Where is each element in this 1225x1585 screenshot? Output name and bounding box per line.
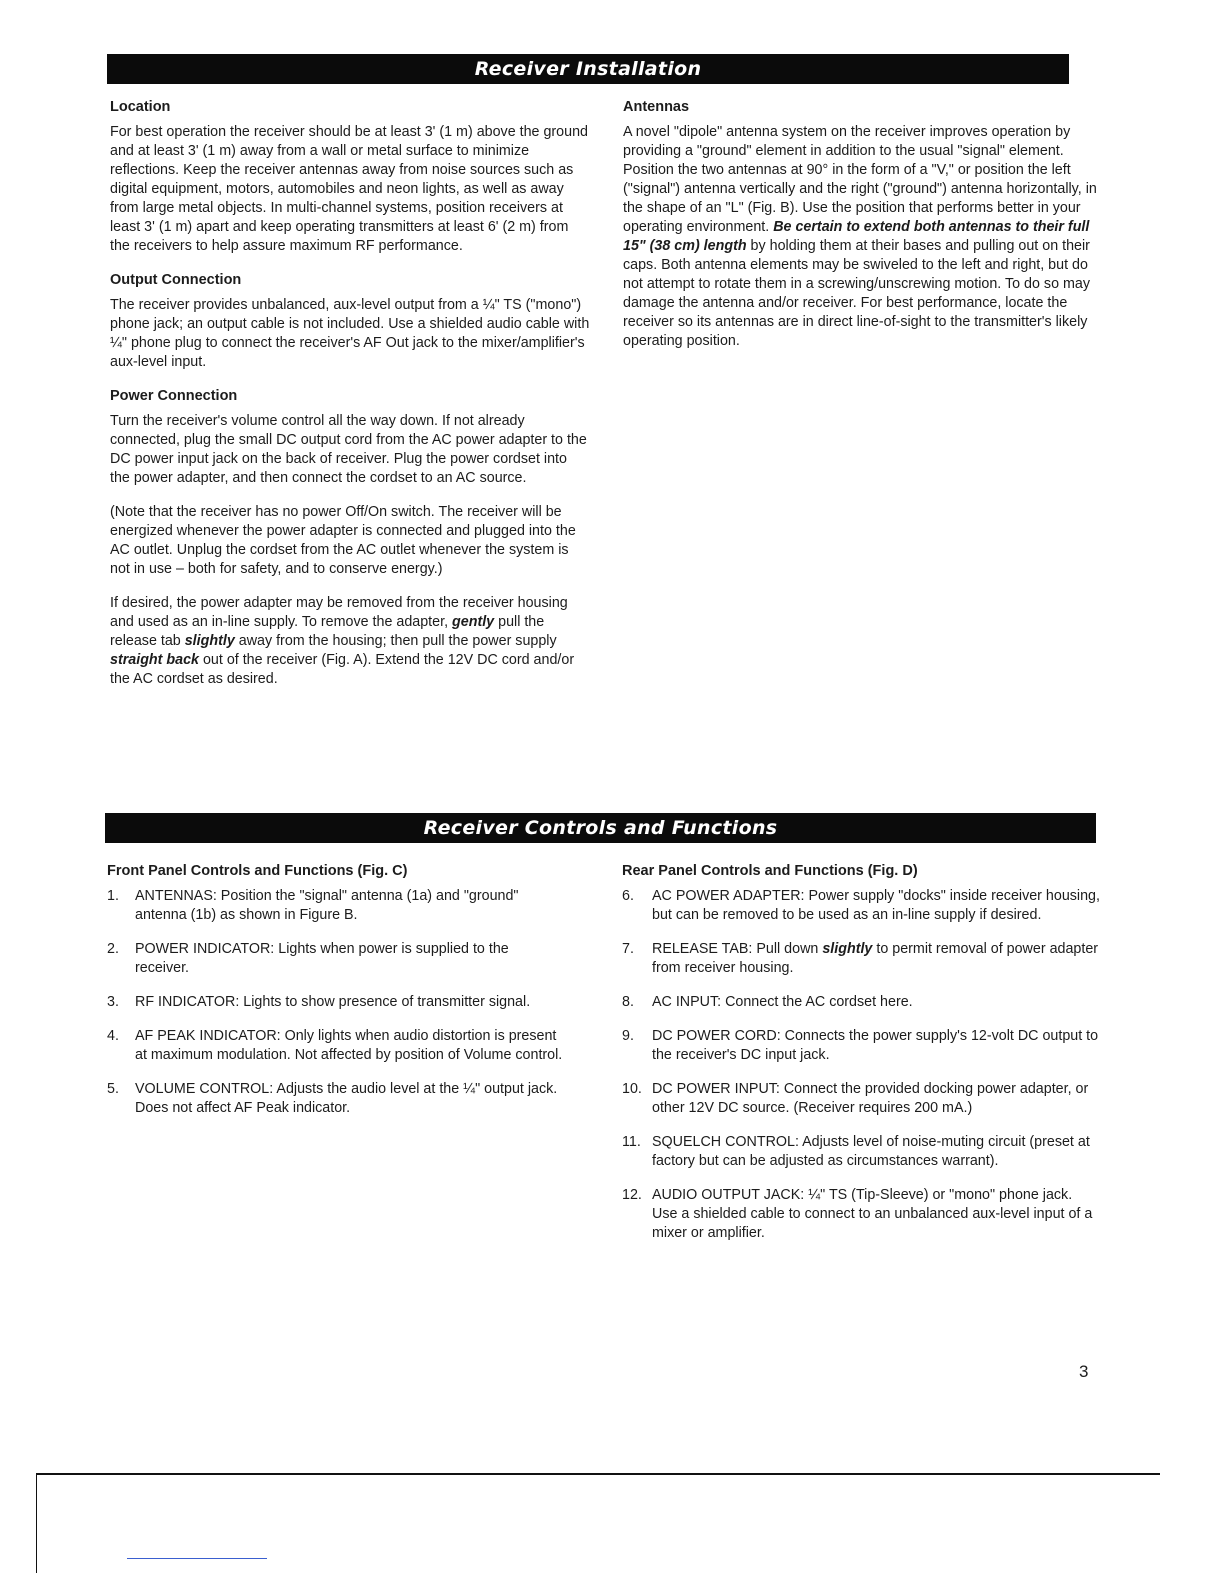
item-number: 11. <box>622 1134 641 1150</box>
item-number: 4. <box>107 1028 119 1044</box>
item-number: 5. <box>107 1081 119 1097</box>
emphasis-extend-antennas: Be certain to extend both antennas to their full 15" (38 cm) length <box>623 219 1090 254</box>
antennas-text: by holding them at their bases and pulling out on their caps. Both antenna elements may be swiveled to the left and right, but do not attempt to rotate them in a screwing/unscrewing motion. To do so may damage the antenna and/or receiver. For best performance, locate the receiver so its antennas are in direct line-of-sight to the transmitter's likely operating position. <box>623 238 1091 349</box>
front-panel-column <box>107 862 565 1133</box>
power-adapter-text: pull the release tab <box>110 614 545 649</box>
power-adapter-paragraph <box>110 594 590 689</box>
item-number: 2. <box>107 941 119 957</box>
item-text: DC POWER CORD: Connects the power supply's 12-volt DC output to the receiver's DC input jack. <box>652 1028 1099 1063</box>
page-number: 3 <box>1079 1362 1089 1381</box>
item-number: 7. <box>622 941 634 957</box>
list-item <box>622 1133 1100 1171</box>
rear-panel-list <box>622 887 1100 1243</box>
item-number: 3. <box>107 994 119 1010</box>
item-text: VOLUME CONTROL: Adjusts the audio level at the ¼" output jack. Does not affect AF Peak indicator. <box>135 1081 558 1116</box>
emphasis-slightly: slightly <box>184 633 235 649</box>
item-text: ANTENNAS: Position the "signal" antenna (1a) and "ground" antenna (1b) as shown in Figure B. <box>135 888 519 923</box>
location-paragraph: For best operation the receiver should be at least 3' (1 m) above the ground and at least 3' (1 m) away from a wall or metal surface to minimize reflections. Keep the receiver antennas away from noise sources such as digital equipment, motors, automobiles and neon lights, as well as away from large metal objects. In multi-channel systems, position receivers at least 3' (1 m) apart and keep operating transmitters at least 6' (2 m) from the receivers to help assure maximum RF performance. <box>110 124 588 254</box>
power-adapter-text: away from the housing; then pull the power supply <box>234 633 557 649</box>
footer-rule <box>36 1473 1160 1475</box>
list-item <box>107 993 565 1012</box>
item-text: RF INDICATOR: Lights to show presence of transmitter signal. <box>135 994 531 1010</box>
installation-left-column <box>110 98 590 704</box>
list-item <box>622 1027 1100 1065</box>
item-text: DC POWER INPUT: Connect the provided docking power adapter, or other 12V DC source. (Receiver requires 200 mA.) <box>652 1081 1089 1116</box>
item-number: 10. <box>622 1081 642 1097</box>
antennas-paragraph <box>623 123 1098 351</box>
power-note-paragraph: (Note that the receiver has no power Off/On switch. The receiver will be energized whenever the power adapter is connected and plugged into the AC outlet. Unplug the cordset from the AC outlet whenever the system is not in use – both for safety, and to conserve energy.) <box>110 504 576 577</box>
list-item <box>622 1186 1100 1243</box>
list-item <box>107 887 565 925</box>
list-item <box>107 1080 565 1118</box>
list-item <box>622 1080 1100 1118</box>
emphasis-straight-back: straight back <box>110 652 199 668</box>
item-text: to permit removal of power adapter from receiver housing. <box>652 941 1099 976</box>
power-connection-paragraph: Turn the receiver's volume control all the way down. If not already connected, plug the small DC output cord from the AC power adapter to the DC power input jack on the back of receiver. Plug the power cordset into the power adapter, and then connect the cordset to an AC source. <box>110 413 587 486</box>
output-connection-heading: Output Connection <box>110 272 242 288</box>
section-banner-installation: Receiver Installation <box>107 54 1069 84</box>
item-text: AC POWER ADAPTER: Power supply "docks" inside receiver housing, but can be removed to be used as an in-line supply if desired. <box>652 888 1100 923</box>
front-panel-heading: Front Panel Controls and Functions (Fig. C) <box>107 863 408 879</box>
power-adapter-text: If desired, the power adapter may be removed from the receiver housing and used as an in-line supply. To remove the adapter, <box>110 595 568 630</box>
item-number: 9. <box>622 1028 634 1044</box>
footer-link-line <box>127 1558 267 1559</box>
item-number: 12. <box>622 1187 642 1203</box>
list-item <box>107 940 565 978</box>
item-text: AF PEAK INDICATOR: Only lights when audio distortion is present at maximum modulation. Not affected by position of Volume control. <box>135 1028 563 1063</box>
footer-margin-line <box>36 1473 37 1573</box>
item-text: SQUELCH CONTROL: Adjusts level of noise-muting circuit (preset at factory but can be adjusted as circumstances warrant). <box>652 1134 1090 1169</box>
item-number: 8. <box>622 994 634 1010</box>
power-adapter-text: out of the receiver (Fig. A). Extend the 12V DC cord and/or the AC cordset as desired. <box>110 652 575 687</box>
antennas-text: A novel "dipole" antenna system on the receiver improves operation by providing a "ground" element in addition to the usual "signal" element. Position the two antennas at 90° in the form of a "V," or position the left ("signal") antenna vertically and the right ("ground") antenna horizontally, in the shape of an "L" (Fig. B). Use the position that performs better in your operating environment. <box>623 124 1097 235</box>
list-item <box>622 993 1100 1012</box>
item-number: 6. <box>622 888 634 904</box>
installation-right-column <box>623 98 1098 366</box>
antennas-heading: Antennas <box>623 99 690 115</box>
list-item <box>622 940 1100 978</box>
front-panel-list <box>107 887 565 1118</box>
rear-panel-column <box>622 862 1100 1258</box>
item-text: AC INPUT: Connect the AC cordset here. <box>652 994 913 1010</box>
rear-panel-heading: Rear Panel Controls and Functions (Fig. D) <box>622 863 918 879</box>
list-item <box>107 1027 565 1065</box>
emphasis-gently: gently <box>452 614 495 630</box>
section-banner-controls: Receiver Controls and Functions <box>105 813 1096 843</box>
emphasis-slightly: slightly <box>822 941 873 957</box>
item-number: 1. <box>107 888 119 904</box>
item-text: AUDIO OUTPUT JACK: ¼" TS (Tip-Sleeve) or "mono" phone jack. Use a shielded cable to connect to an unbalanced aux-level input of a mixer or amplifier. <box>652 1187 1093 1241</box>
output-connection-paragraph: The receiver provides unbalanced, aux-level output from a ¼" TS ("mono") phone jack; an output cable is not included. Use a shielded audio cable with ¼" phone plug to connect the receiver's AF Out jack to the mixer/amplifier's aux-level input. <box>110 297 590 370</box>
location-heading: Location <box>110 99 171 115</box>
item-text: POWER INDICATOR: Lights when power is supplied to the receiver. <box>135 941 509 976</box>
list-item <box>622 887 1100 925</box>
item-text: RELEASE TAB: Pull down <box>652 941 823 957</box>
power-connection-heading: Power Connection <box>110 388 238 404</box>
